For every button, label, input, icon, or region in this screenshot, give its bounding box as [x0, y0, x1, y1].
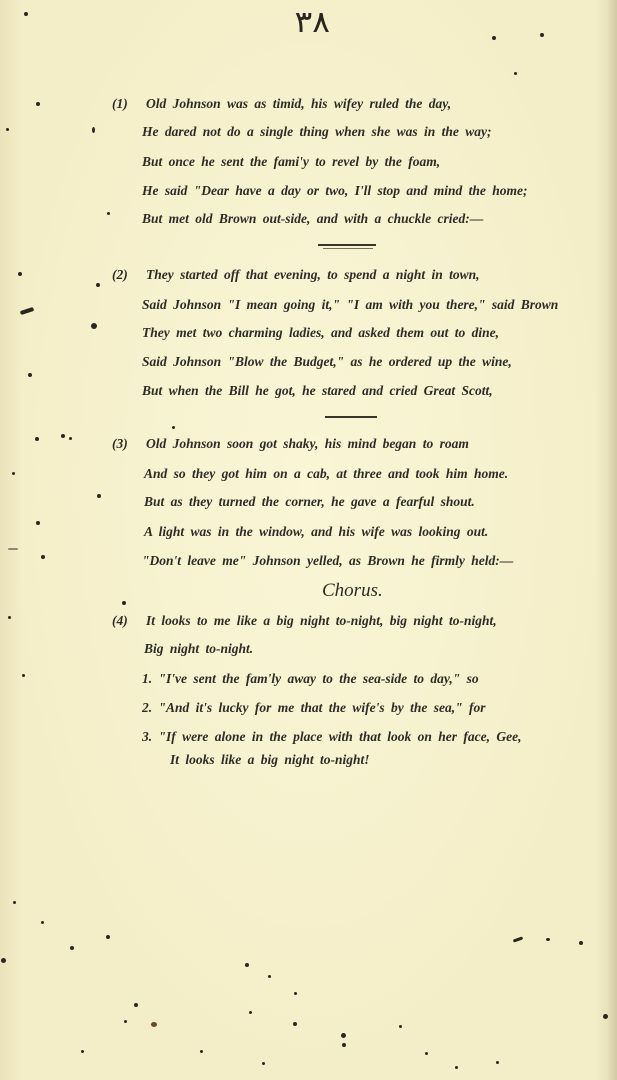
ink-speck [341, 1033, 346, 1038]
ink-speck [70, 946, 74, 950]
verse-line: Said Johnson "I mean going it," "I am with you there," said Brown [142, 297, 559, 312]
chorus-line: 3. "If were alone in the place with that look on her face, Gee, [142, 729, 522, 744]
verse-line: But once he sent the fami'y to revel by the foam, [142, 154, 441, 169]
verse-line: They started off that evening, to spend a night in town, [146, 267, 480, 282]
verse-line: He dared not do a single thing when she was in the way; [142, 124, 492, 139]
ink-speck [61, 434, 65, 438]
verse-line: He said "Dear have a day or two, I'll stop and mind the home; [142, 183, 528, 198]
ink-speck [172, 426, 175, 429]
chorus-heading: Chorus. [322, 580, 383, 601]
ink-speck [579, 941, 583, 945]
verse-number: (1) [112, 96, 128, 111]
ink-speck [41, 555, 45, 559]
section-divider [325, 416, 377, 418]
ink-speck [41, 921, 44, 924]
verse-number: (4) [112, 613, 128, 628]
ink-speck [69, 437, 72, 440]
ink-speck [106, 935, 110, 939]
ink-speck [245, 963, 249, 967]
verse-line: Said Johnson "Blow the Budget," as he ordered up the wine, [142, 354, 512, 369]
verse-line: They met two charming ladies, and asked them out to dine, [142, 325, 500, 340]
chorus-line: Big night to-night. [144, 641, 254, 656]
ink-speck [96, 283, 100, 287]
paper-edge-shadow [607, 0, 617, 1080]
ink-speck [546, 938, 550, 941]
ink-speck [342, 1043, 346, 1047]
verse-number: (3) [112, 436, 128, 451]
verse-line: A light was in the window, and his wife was looking out. [144, 524, 489, 539]
ink-speck [13, 901, 16, 904]
ink-speck [294, 992, 297, 995]
ink-speck [12, 472, 15, 475]
ink-speck [18, 272, 22, 276]
page-number: ٣٨ [294, 5, 330, 40]
ink-speck [8, 548, 18, 550]
ink-speck [514, 72, 517, 75]
verse-line: But met old Brown out-side, and with a chuckle cried:— [142, 211, 484, 226]
ink-speck [200, 1050, 203, 1053]
ink-speck [92, 127, 95, 133]
ink-speck [124, 1020, 127, 1023]
ink-speck [399, 1025, 402, 1028]
section-divider [318, 244, 376, 246]
verse-line: But when the Bill he got, he stared and cried Great Scott, [142, 383, 493, 398]
section-divider-underline [323, 248, 373, 249]
ink-speck [24, 12, 28, 16]
verse-line: Old Johnson was as timid, his wifey ruled the day, [146, 96, 452, 111]
ink-speck [268, 975, 271, 978]
chorus-line: It looks like a big night to-night! [170, 752, 370, 767]
ink-speck [455, 1066, 458, 1069]
ink-speck [134, 1003, 138, 1007]
ink-speck [107, 212, 110, 215]
chorus-line: 2. "And it's lucky for me that the wife's by the sea," for [142, 700, 486, 715]
ink-speck [151, 1022, 157, 1027]
ink-speck [293, 1022, 297, 1026]
chorus-line: 1. "I've sent the fam'ly away to the sea-side to day," so [142, 671, 479, 686]
ink-speck [91, 323, 97, 329]
ink-speck [6, 128, 9, 131]
ink-speck [540, 33, 544, 37]
ink-speck [1, 958, 6, 963]
ink-speck [496, 1061, 499, 1064]
ink-speck [97, 494, 101, 498]
ink-speck [36, 521, 40, 525]
ink-speck [22, 674, 25, 677]
verse-line: "Don't leave me" Johnson yelled, as Brown he firmly held:— [142, 553, 514, 568]
ink-speck [492, 36, 496, 40]
ink-speck [36, 102, 40, 106]
ink-speck [28, 373, 32, 377]
ink-speck [603, 1014, 608, 1019]
ink-speck [8, 616, 11, 619]
verse-number: (2) [112, 267, 128, 282]
ink-speck [249, 1011, 252, 1014]
verse-line: But as they turned the corner, he gave a fearful shout. [144, 494, 475, 509]
ink-speck [122, 601, 126, 605]
verse-line: And so they got him on a cab, at three and took him home. [144, 466, 509, 481]
ink-speck [513, 936, 523, 942]
ink-speck [262, 1062, 265, 1065]
ink-speck [425, 1052, 428, 1055]
verse-line: Old Johnson soon got shaky, his mind began to roam [146, 436, 469, 451]
ink-speck [20, 307, 35, 315]
ink-speck [81, 1050, 84, 1053]
chorus-line: It looks to me like a big night to-night, big night to-night, [146, 613, 497, 628]
ink-speck [35, 437, 39, 441]
